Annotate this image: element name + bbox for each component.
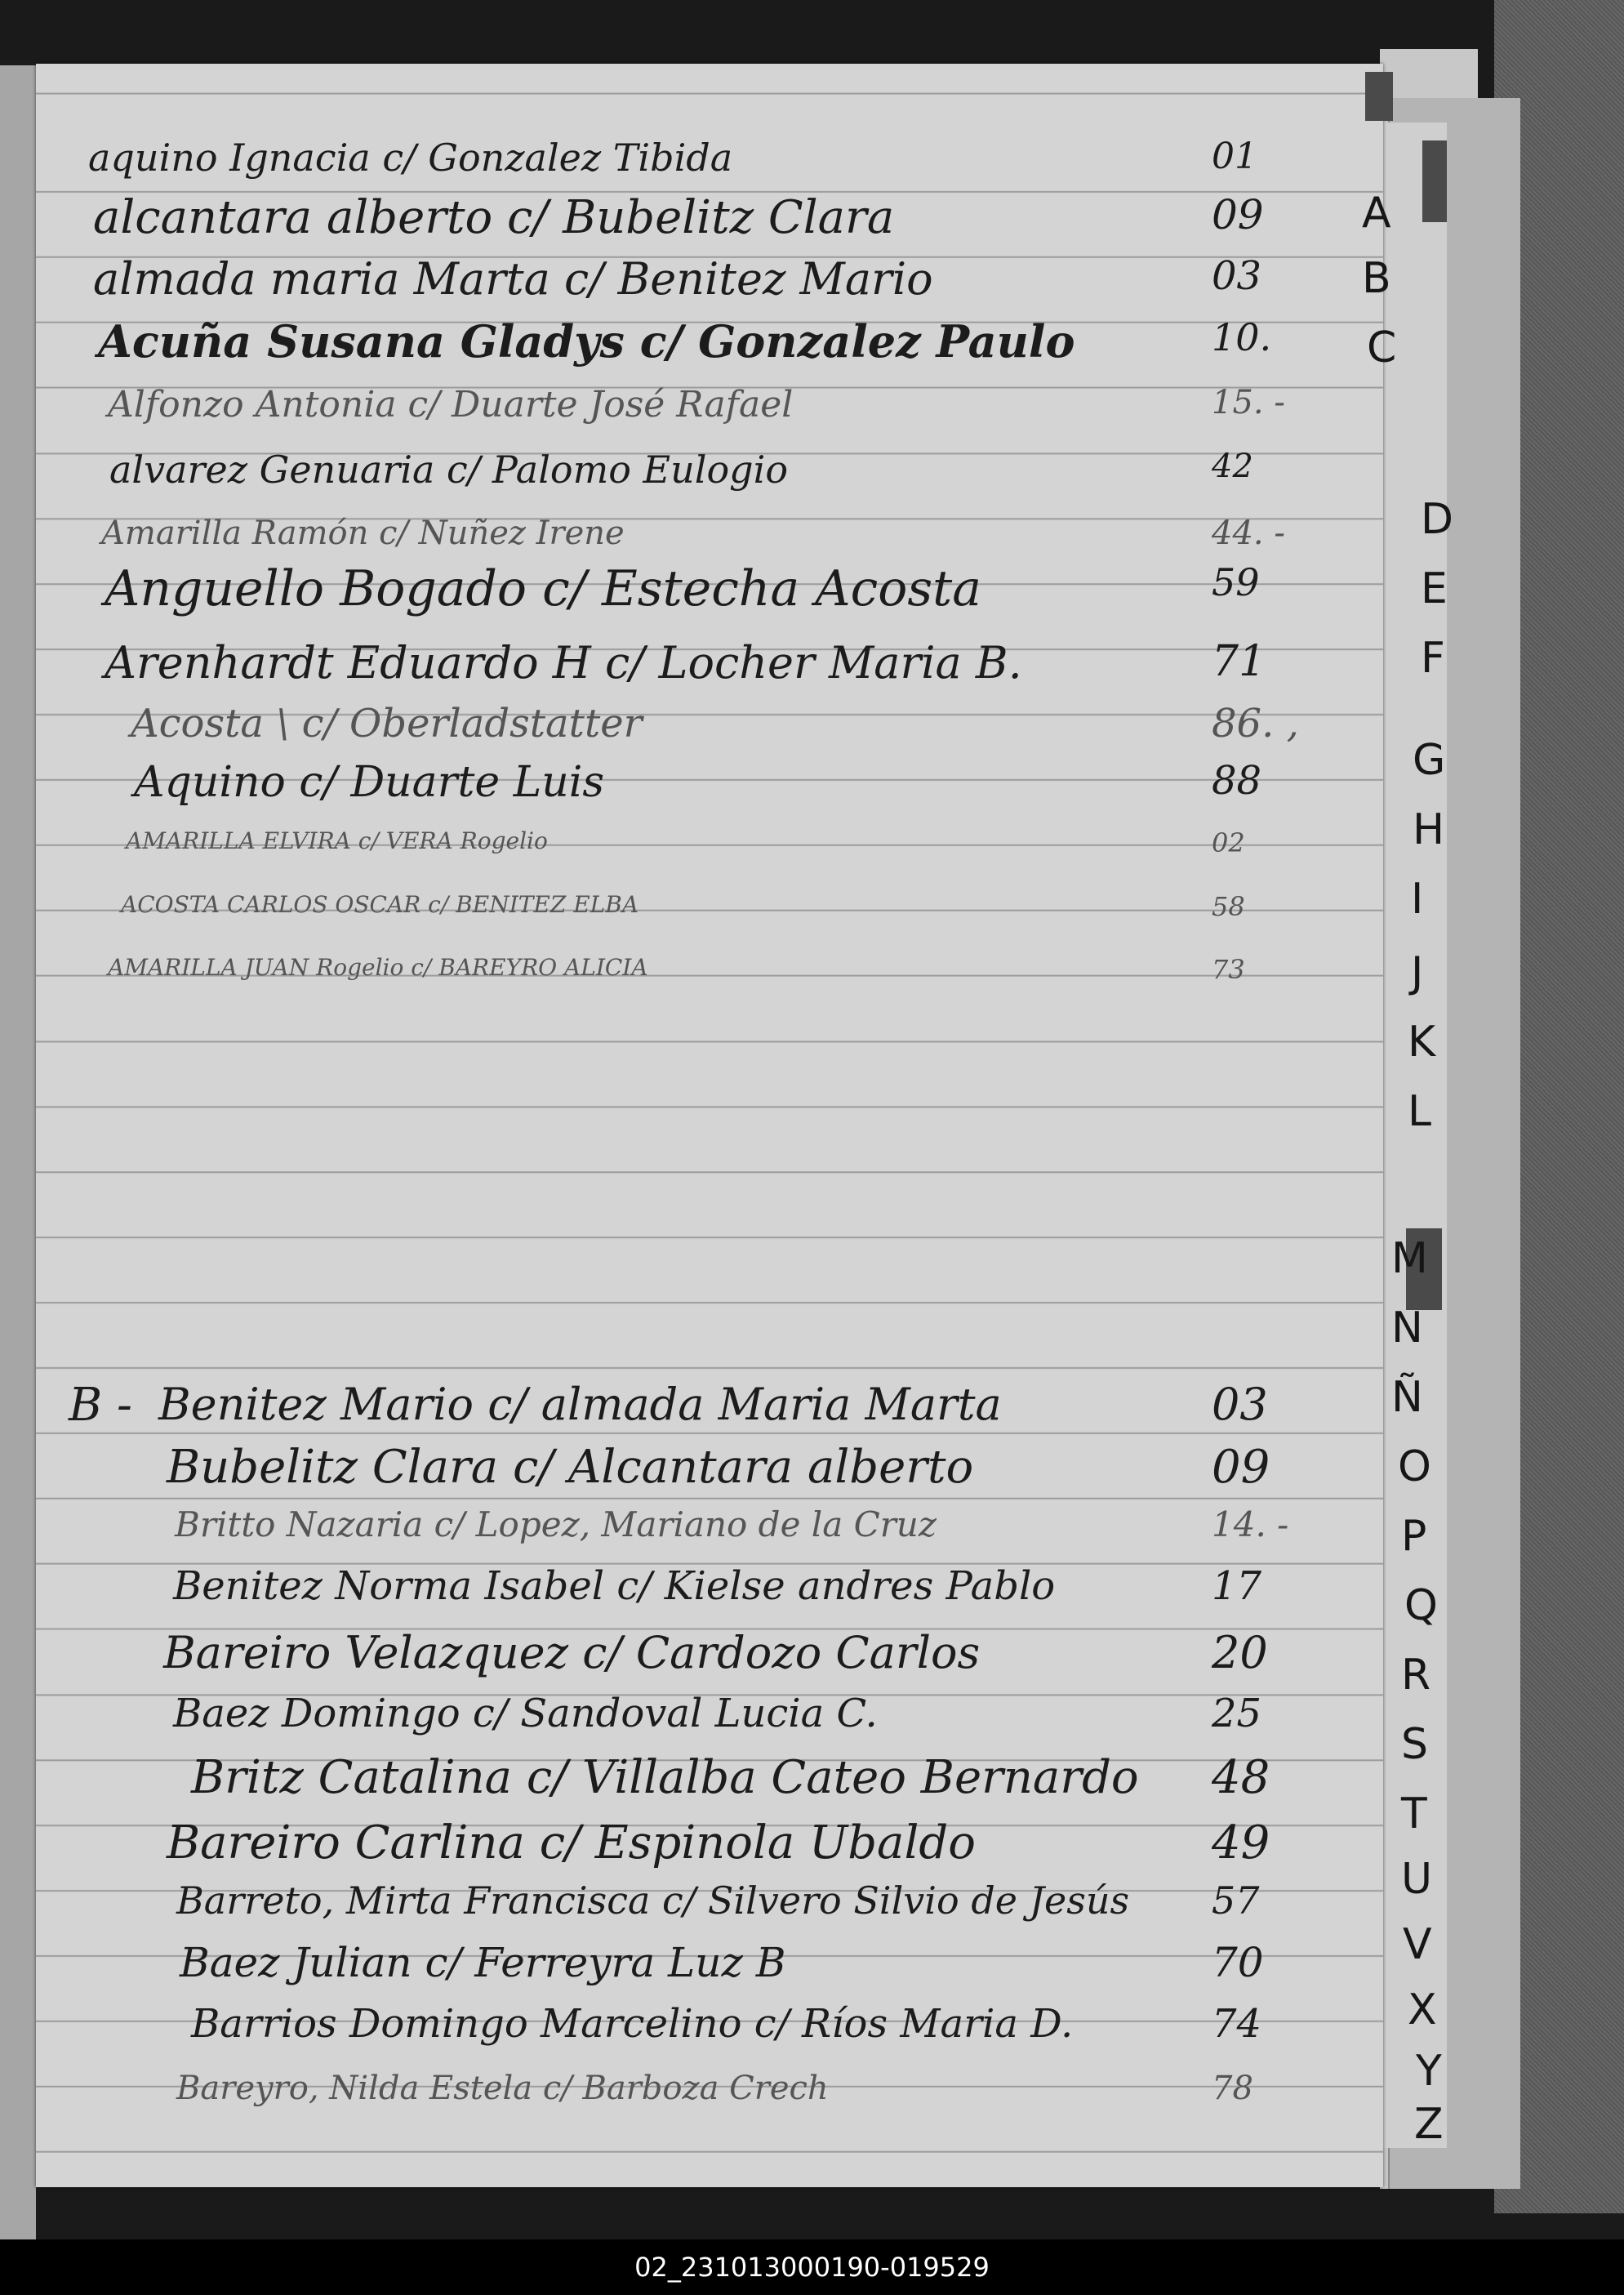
ledger-row (36, 448, 1383, 506)
index-letter[interactable]: U (1401, 1855, 1433, 1904)
entry-text: Barreto, Mirta Francisca c/ Silvero Silvio de Jesús (176, 1878, 1130, 1923)
ledger-row (36, 1939, 1383, 1998)
entry-number: 88 (1212, 758, 1262, 804)
ledger-row (36, 827, 1383, 886)
ledger-row (36, 954, 1383, 1013)
entry-text: AMARILLA ELVIRA c/ VERA Rogelio (126, 827, 548, 854)
ledger-row (36, 1751, 1383, 1810)
entry-number: 01 (1212, 136, 1257, 177)
entry-number: 86. , (1212, 701, 1299, 746)
entry-text: AMARILLA JUAN Rogelio c/ BAREYRO ALICIA (108, 954, 648, 981)
index-letter[interactable]: H (1413, 805, 1445, 854)
entry-number: 58 (1212, 891, 1245, 922)
entry-number: 57 (1212, 1878, 1260, 1923)
entry-text: Alfonzo Antonia c/ Duarte José Rafael (108, 384, 794, 426)
ledger-row (36, 1563, 1383, 1622)
entry-text: Amarilla Ramón c/ Nuñez Irene (101, 515, 625, 552)
index-letter[interactable]: Q (1404, 1581, 1438, 1630)
index-letter[interactable]: M (1391, 1234, 1428, 1283)
entry-text: Benitez Mario c/ almada Maria Marta (158, 1379, 1002, 1430)
entry-number: 09 (1212, 1441, 1270, 1494)
index-letter[interactable]: F (1421, 634, 1445, 683)
ledger-row (36, 1627, 1383, 1686)
ledger-row (36, 891, 1383, 950)
entry-text: alvarez Genuaria c/ Palomo Eulogio (109, 448, 789, 492)
entry-text: Bareiro Velazquez c/ Cardozo Carlos (163, 1627, 981, 1678)
entry-number: 02 (1212, 827, 1245, 858)
index-letter[interactable]: K (1408, 1018, 1436, 1067)
ledger-page (36, 64, 1383, 2187)
ledger-row (36, 1379, 1383, 1437)
index-letter[interactable]: S (1401, 1720, 1429, 1769)
entry-text: alcantara alberto c/ Bubelitz Clara (93, 191, 895, 244)
ledger-row (36, 1504, 1383, 1563)
entry-number: 42 (1212, 448, 1253, 485)
index-letter[interactable]: P (1401, 1512, 1427, 1561)
entry-text: almada maria Marta c/ Benitez Mario (93, 253, 933, 305)
index-letter[interactable]: I (1411, 875, 1424, 924)
entry-text: Anguello Bogado c/ Estecha Acosta (105, 560, 982, 617)
entry-number: 49 (1212, 1816, 1270, 1869)
entry-number: 15. - (1212, 384, 1285, 421)
scan-caption: 02_231013000190-019529 (0, 2239, 1624, 2295)
entry-text: Bareiro Carlina c/ Espinola Ubaldo (167, 1816, 976, 1869)
index-letter[interactable]: C (1367, 323, 1397, 372)
tab-marker-a (1422, 140, 1447, 222)
entry-number: 48 (1212, 1751, 1270, 1804)
entry-text: ACOSTA CARLOS OSCAR c/ BENITEZ ELBA (121, 891, 639, 918)
ledger-row (36, 637, 1383, 696)
section-b-prefix: B - (69, 1379, 132, 1432)
ledger-row (36, 2070, 1383, 2128)
entry-number: 03 (1212, 1379, 1268, 1430)
index-letter[interactable]: L (1408, 1087, 1431, 1136)
index-letter[interactable]: B (1362, 254, 1391, 303)
entry-text: Acosta \ c/ Oberladstatter (131, 701, 643, 746)
ledger-row (36, 1441, 1383, 1500)
entry-number: 03 (1212, 253, 1262, 299)
index-letter[interactable]: J (1411, 948, 1424, 997)
entry-text: Britz Catalina c/ Villalba Cateo Bernardo (191, 1751, 1139, 1804)
entry-text: Arenhardt Eduardo H c/ Locher Maria B. (105, 637, 1022, 688)
index-letter[interactable]: Z (1414, 2100, 1444, 2149)
index-letter[interactable]: Ñ (1391, 1373, 1423, 1422)
entry-text: Acuña Susana Gladys c/ Gonzalez Paulo (98, 315, 1075, 368)
index-letter[interactable]: X (1408, 1985, 1437, 2034)
entry-text: Bubelitz Clara c/ Alcantara alberto (167, 1441, 974, 1494)
left-page-edge (0, 65, 36, 2270)
entry-number: 14. - (1212, 1504, 1289, 1544)
entry-text: Benitez Norma Isabel c/ Kielse andres Pablo (173, 1563, 1056, 1609)
tab-marker-top (1365, 72, 1393, 121)
index-letter[interactable]: E (1421, 564, 1448, 613)
ledger-row (36, 315, 1383, 374)
ledger-row (36, 136, 1383, 194)
entry-number: 10. (1212, 315, 1272, 359)
index-letter[interactable]: A (1362, 189, 1391, 238)
entry-number: 73 (1212, 954, 1245, 985)
ledger-row (36, 1878, 1383, 1937)
index-letter[interactable]: D (1421, 495, 1454, 544)
index-letter[interactable]: T (1401, 1789, 1427, 1838)
ledger-row (36, 701, 1383, 760)
ledger-row (36, 2001, 1383, 2060)
entry-number: 59 (1212, 560, 1260, 604)
ledger-row (36, 1816, 1383, 1875)
index-letter[interactable]: V (1403, 1920, 1432, 1969)
entry-number: 74 (1212, 2001, 1262, 2047)
entry-text: Baez Domingo c/ Sandoval Lucia C. (173, 1691, 878, 1736)
ledger-row (36, 1691, 1383, 1749)
ledger-row (36, 758, 1383, 817)
index-letter[interactable]: G (1413, 736, 1446, 785)
entry-text: Bareyro, Nilda Estela c/ Barboza Crech (176, 2070, 829, 2107)
ledger-row (36, 253, 1383, 312)
entry-number: 17 (1212, 1563, 1262, 1609)
ledger-row (36, 560, 1383, 619)
entry-number: 71 (1212, 637, 1266, 686)
index-letter[interactable]: N (1391, 1303, 1423, 1352)
entry-number: 70 (1212, 1939, 1264, 1986)
entry-number: 20 (1212, 1627, 1268, 1678)
entry-text: Britto Nazaria c/ Lopez, Mariano de la Cruz (175, 1504, 937, 1544)
index-letter[interactable]: Y (1416, 2047, 1442, 2096)
entry-number: 25 (1212, 1691, 1262, 1736)
entry-number: 09 (1212, 191, 1264, 238)
ledger-row (36, 191, 1383, 250)
entry-number: 78 (1212, 2070, 1253, 2107)
index-letter[interactable]: R (1401, 1651, 1431, 1700)
entry-number: 44. - (1212, 515, 1285, 552)
entry-text: aquino Ignacia c/ Gonzalez Tibida (88, 136, 733, 180)
index-letter[interactable]: O (1398, 1442, 1431, 1491)
entry-text: Barrios Domingo Marcelino c/ Ríos Maria D. (191, 2001, 1074, 2047)
entry-text: Aquino c/ Duarte Luis (134, 758, 605, 807)
entry-text: Baez Julian c/ Ferreyra Luz B (180, 1939, 786, 1986)
ledger-row (36, 384, 1383, 443)
